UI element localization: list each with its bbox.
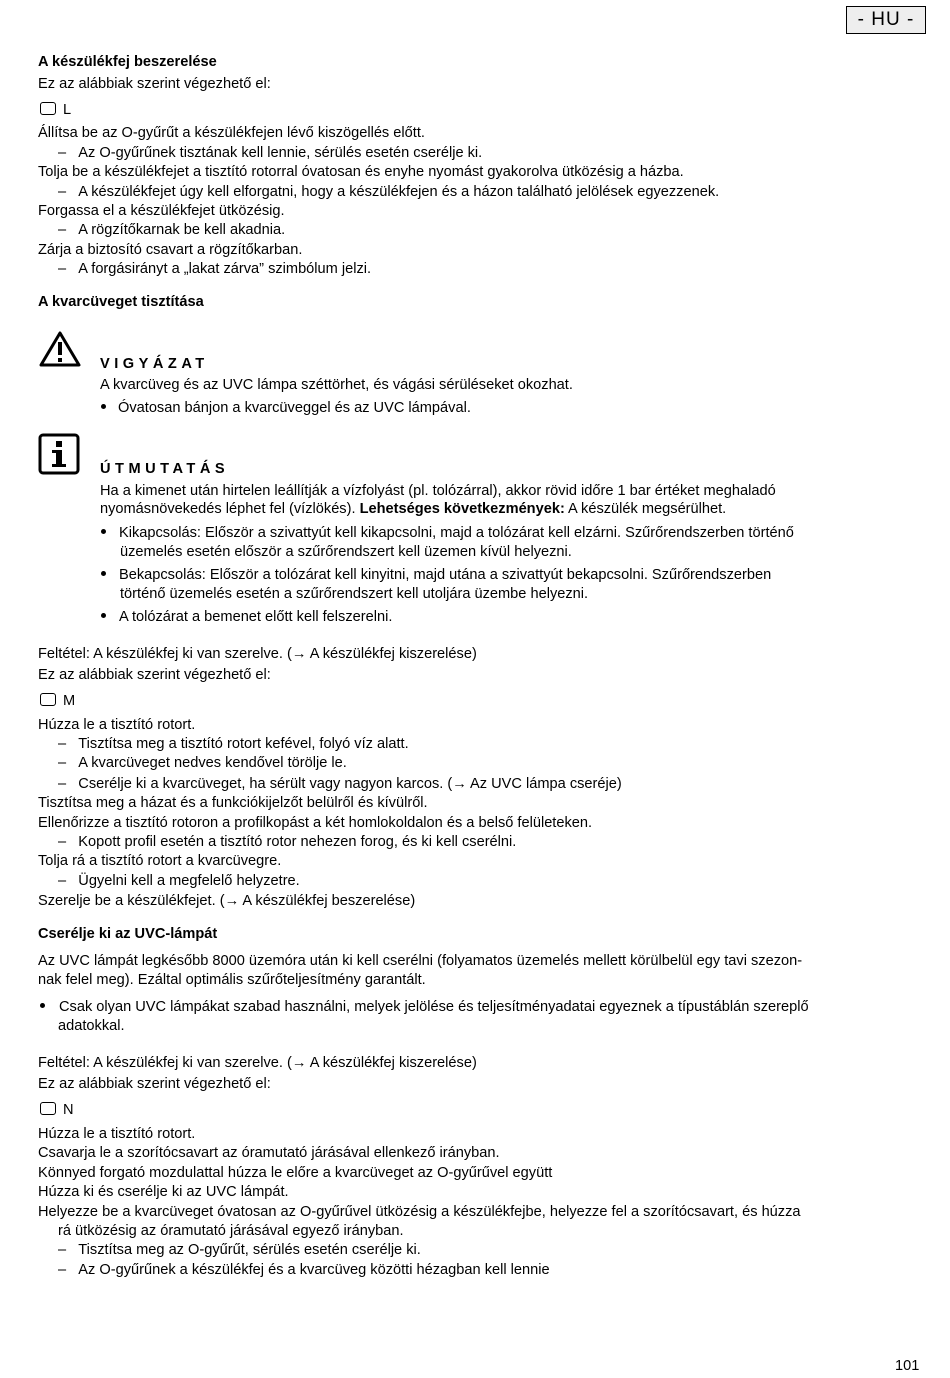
figure-ref-n: N: [40, 1101, 74, 1121]
dash-line: – Az O-gyűrűnek tisztának kell lennie, sérülés esetén cserélje ki.: [58, 145, 483, 161]
step-line: Helyezze be a kvarcüveget óvatosan az O-gyűrűvel ütközésig a készülékfejbe, helyezze fel a szorítócsavart, és húzza: [38, 1204, 801, 1220]
paragraph: Az UVC lámpát legkésőbb 8000 üzemóra után ki kell cserélni (folyamatos üzemelés mellett körülbelül egy tavi szezon-: [38, 953, 803, 969]
note-bullet: Bekapcsolás: Először a tolózárat kell kinyitni, majd utána a szivattyút bekapcsolni. Szűrőrendszerben: [100, 566, 771, 586]
step-line: Húzza le a tisztító rotort.: [38, 717, 196, 733]
section-title-quartz-cleaning: A kvarcüveget tisztítása: [38, 294, 204, 310]
section-title-uvc-replace: Cserélje ki az UVC-lámpát: [38, 926, 218, 942]
note-label: ÚTMUTATÁS: [100, 461, 230, 477]
figure-ref-m: M: [40, 692, 75, 712]
step-line: Tolja be a készülékfejet a tisztító rotorral óvatosan és enyhe nyomást gyakorolva ütközésig a házba.: [38, 164, 684, 180]
dash-line: – A forgásirányt a „lakat zárva” szimbólum jelzi.: [58, 261, 372, 277]
paragraph: nak felel meg). Ezáltal optimális szűrőteljesítmény garantált.: [38, 972, 426, 988]
section-title-head-install: A készülékfej beszerelése: [38, 54, 217, 70]
dash-line: – Tisztítsa meg az O-gyűrűt, sérülés esetén cserélje ki.: [58, 1242, 421, 1258]
step-line: Húzza ki és cserélje ki az UVC lámpát.: [38, 1184, 289, 1200]
step-line: Csavarja le a szorítócsavart az óramutató járásával ellenkező irányban.: [38, 1145, 500, 1161]
prerequisite-text: Feltétel: A készülékfej ki van szerelve. (→ A készülékfej kiszerelése): [38, 646, 477, 662]
figure-box-icon: [40, 1102, 56, 1115]
step-line: Ellenőrizze a tisztító rotoron a profilkopást a két homlokoldalon és a belső felületeken.: [38, 815, 593, 831]
note-text: nyomásnövekedés léphet fel (vízlökés). Lehetséges következmények: A készülék megsérülhet.: [100, 501, 727, 517]
note-bullet-cont: üzemelés esetén először a szűrőrendszert kell üzemen kívül helyezni.: [120, 544, 572, 560]
caution-label: VIGYÁZAT: [100, 356, 209, 372]
figure-box-icon: [40, 102, 56, 115]
note-bullet-cont: történő üzemelés esetén a szűrőrendszert kell utoljára üzembe helyezni.: [120, 586, 589, 602]
step-line: Tisztítsa meg a házat és a funkciókijelzőt belülről és kívülről.: [38, 795, 428, 811]
dash-line: – A kvarcüveget nedves kendővel törölje le.: [58, 755, 347, 771]
info-icon: [38, 433, 80, 475]
step-line: Zárja a biztosító csavart a rögzítőkarban.: [38, 242, 303, 258]
step-line: Szerelje be a készülékfejet. (→ A készülékfej beszerelése): [38, 893, 416, 909]
bullet-cont: adatokkal.: [58, 1018, 125, 1034]
step-line: Könnyed forgató mozdulattal húzza le előre a kvarcüveget az O-gyűrűvel együtt: [38, 1165, 553, 1181]
dash-line: – Ügyelni kell a megfelelő helyzetre.: [58, 873, 300, 889]
warning-triangle-icon: [38, 330, 82, 368]
caution-text: A kvarcüveg és az UVC lámpa széttörhet, és vágási sérüléseket okozhat.: [100, 377, 573, 393]
intro-text: Ez az alábbiak szerint végezhető el:: [38, 667, 271, 683]
dash-line: – A rögzítőkarnak be kell akadnia.: [58, 222, 286, 238]
step-line: Tolja rá a tisztító rotort a kvarcüvegre.: [38, 853, 282, 869]
figure-ref-l: L: [40, 101, 71, 121]
step-line: Állítsa be az O-gyűrűt a készülékfejen lévő kiszögellés előtt.: [38, 125, 425, 141]
step-line: Húzza le a tisztító rotort.: [38, 1126, 196, 1142]
intro-text: Ez az alábbiak szerint végezhető el:: [38, 1076, 271, 1092]
note-bullet: Kikapcsolás: Először a szivattyút kell kikapcsolni, majd a tolózárat kell elzárni. Szűrőrendszerben történő: [100, 524, 794, 544]
dash-line: – Cserélje ki a kvarcüveget, ha sérült vagy nagyon karcos. (→ Az UVC lámpa cseréje): [58, 776, 622, 792]
bullet: Csak olyan UVC lámpákat szabad használni, melyek jelölése és teljesítményadatai egyeznek a típustáblán szereplő: [38, 998, 809, 1018]
dash-line: – Kopott profil esetén a tisztító rotor nehezen forog, és ki kell cserélni.: [58, 834, 517, 850]
note-text: Ha a kimenet után hirtelen leállítják a vízfolyást (pl. tolózárral), akkor rövid időre 1 bar értéket meghaladó: [100, 483, 776, 499]
step-line: Forgassa el a készülékfejet ütközésig.: [38, 203, 285, 219]
step-line-cont: rá ütközésig az óramutató járásával egyező irányban.: [58, 1223, 404, 1239]
note-bullet: A tolózárat a bemenet előtt kell felszerelni.: [100, 608, 392, 628]
language-badge: - HU -: [846, 6, 926, 34]
prerequisite-text: Feltétel: A készülékfej ki van szerelve. (→ A készülékfej kiszerelése): [38, 1055, 477, 1071]
dash-line: – Tisztítsa meg a tisztító rotort kefével, folyó víz alatt.: [58, 736, 409, 752]
intro-text: Ez az alábbiak szerint végezhető el:: [38, 76, 271, 92]
dash-line: – Az O-gyűrűnek a készülékfej és a kvarcüveg közötti hézagban kell lennie: [58, 1262, 550, 1278]
figure-box-icon: [40, 693, 56, 706]
page-number: 101: [895, 1358, 920, 1374]
dash-line: – A készülékfejet úgy kell elforgatni, hogy a készülékfejen és a házon található jelölések egyezzenek.: [58, 184, 720, 200]
caution-bullet: Óvatosan bánjon a kvarcüveggel és az UVC lámpával.: [100, 399, 471, 419]
